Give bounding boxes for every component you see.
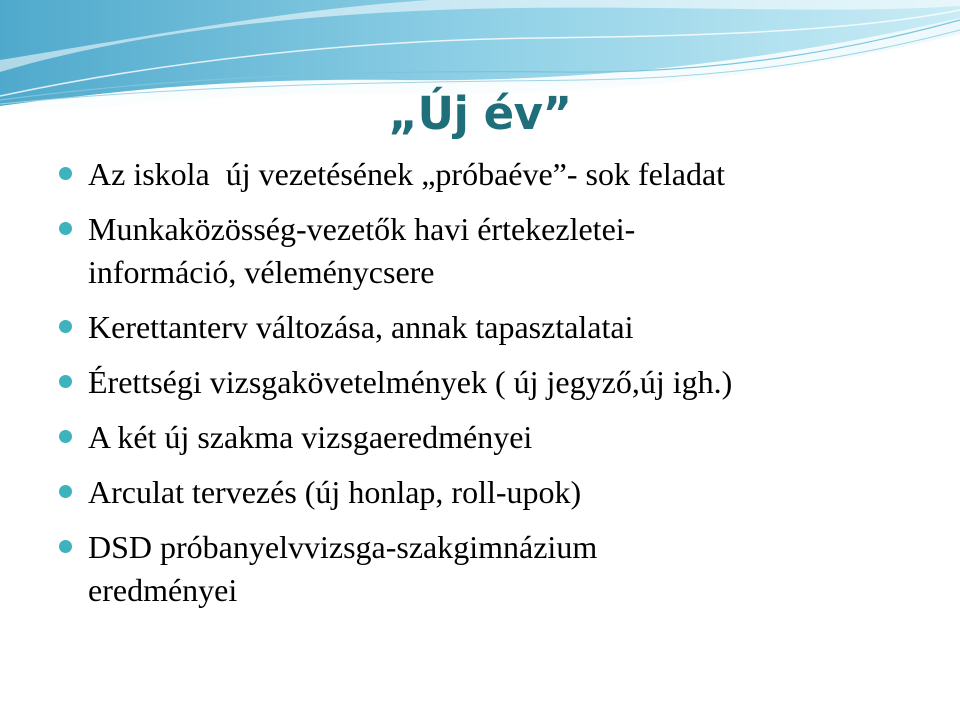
slide-title: „Új év” <box>388 87 572 140</box>
bullet-dot-icon <box>59 485 72 498</box>
bullet-dot-icon <box>59 167 72 180</box>
bullet-text: Érettségi vizsgakövetelmények ( új jegyző,új igh.) <box>88 364 733 400</box>
bullet-dot-icon <box>59 320 72 333</box>
bullet-dot-icon <box>59 375 72 388</box>
bullet-text: Munkaközösség-vezetők havi értekezletei- információ, véleménycsere <box>88 211 636 290</box>
bullet-text: A két új szakma vizsgaeredményei <box>88 419 533 455</box>
list-item <box>59 208 939 294</box>
bullet-text: Az iskola új vezetésének „próbaéve”- sok feladat <box>88 156 726 192</box>
bullet-text: Arculat tervezés (új honlap, roll-upok) <box>88 474 582 510</box>
list-item <box>59 416 939 459</box>
list-item <box>59 471 939 514</box>
bullet-list <box>59 153 939 624</box>
bullet-dot-icon <box>59 430 72 443</box>
list-item <box>59 306 939 349</box>
list-item <box>59 361 939 404</box>
bullet-dot-icon <box>59 540 72 553</box>
list-item <box>59 153 939 196</box>
bullet-dot-icon <box>59 222 72 235</box>
list-item <box>59 526 939 612</box>
bullet-text: Kerettanterv változása, annak tapasztalatai <box>88 309 634 345</box>
bullet-text: DSD próbanyelvvizsga-szakgimnázium eredményei <box>88 529 598 608</box>
